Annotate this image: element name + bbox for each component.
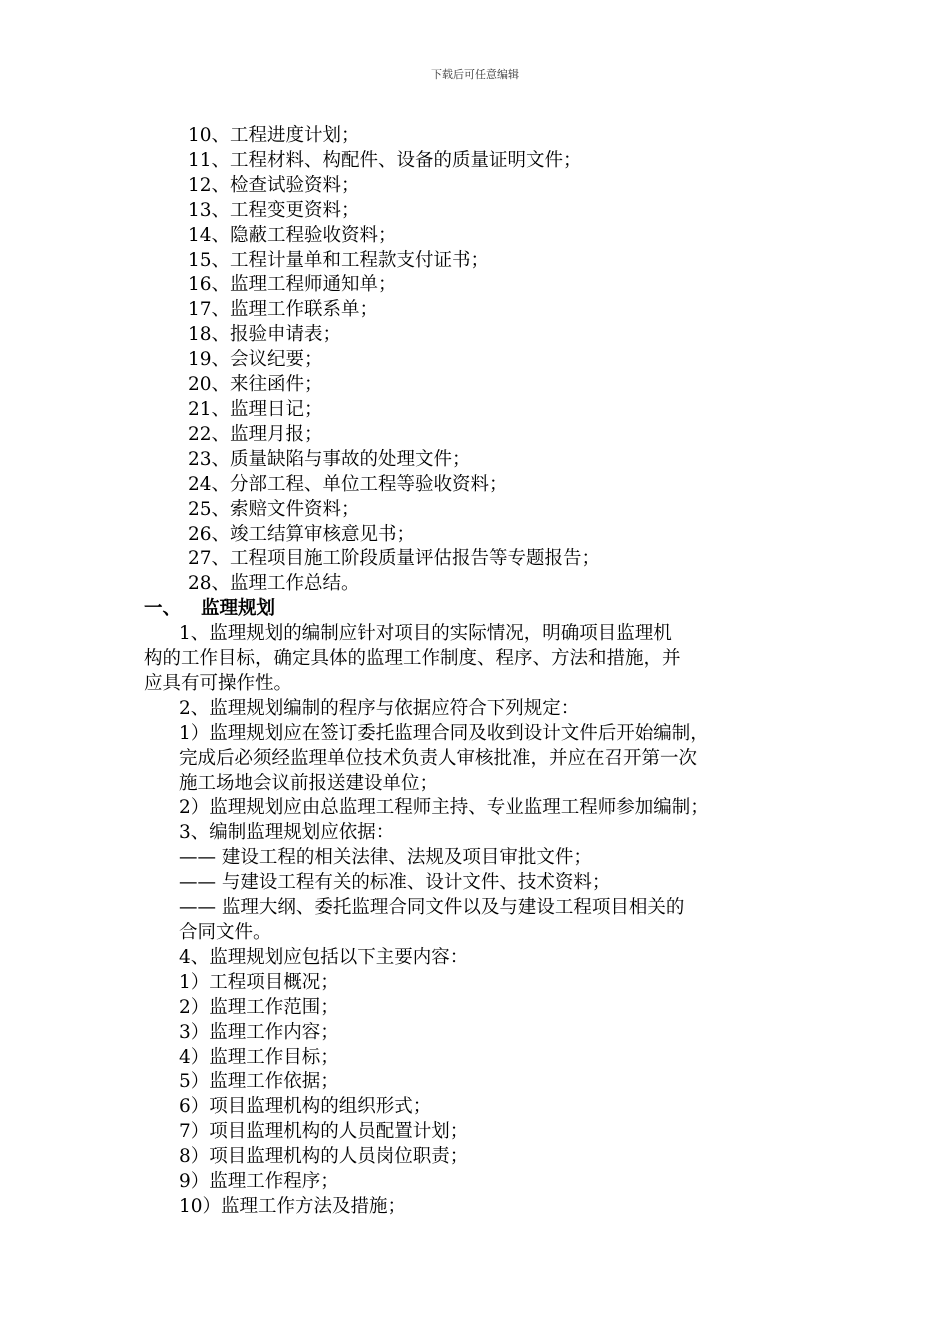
list-item: 19、会议纪要；: [188, 349, 323, 371]
record-list: [144, 124, 824, 597]
dash-item: —— 与建设工程有关的标准、设计文件、技术资料；: [179, 872, 611, 894]
paragraph-3: [144, 821, 824, 946]
list-item: 15、工程计量单和工程款支付证书；: [188, 249, 490, 271]
document-body: [144, 124, 824, 1220]
paragraph-line: 1）监理规划应在签订委托监理合同及收到设计文件后开始编制，: [179, 722, 709, 744]
list-item: 23、质量缺陷与事故的处理文件；: [188, 448, 471, 470]
list-item: 25、索赔文件资料；: [188, 498, 360, 520]
paragraph-2: [144, 697, 824, 822]
list-item: 6）项目监理机构的组织形式；: [179, 1096, 432, 1118]
list-item: 11、工程材料、构配件、设备的质量证明文件；: [188, 149, 582, 171]
list-item: 13、工程变更资料；: [188, 199, 360, 221]
list-item: 1）工程项目概况；: [179, 971, 339, 993]
paragraph-line: 应具有可操作性。: [144, 672, 293, 694]
list-item: 3）监理工作内容；: [179, 1021, 339, 1043]
paragraph-line: 3、编制监理规划应依据：: [179, 822, 395, 844]
dash-item: —— 建设工程的相关法律、法规及项目审批文件；: [179, 847, 592, 869]
list-item: 10、工程进度计划；: [188, 125, 360, 146]
list-item: 16、监理工程师通知单；: [188, 274, 397, 296]
paragraph-line: 1、监理规划的编制应针对项目的实际情况，明确项目监理机: [179, 623, 672, 645]
list-item: 4）监理工作目标；: [179, 1046, 339, 1068]
list-item: 8）项目监理机构的人员岗位职责；: [179, 1146, 469, 1168]
section-number: 一、: [144, 598, 182, 620]
paragraph-line: 施工场地会议前报送建设单位；: [179, 772, 439, 794]
paragraph-4: [144, 946, 824, 1220]
list-item: 12、检查试验资料；: [188, 174, 360, 196]
page-header: 下载后可任意编辑: [431, 68, 519, 81]
paragraph-line: 4、监理规划应包括以下主要内容：: [179, 946, 469, 968]
paragraph-line: 2）监理规划应由总监理工程师主持、专业监理工程师参加编制；: [179, 797, 709, 819]
list-item: 18、报验申请表；: [188, 324, 342, 346]
list-item: 5）监理工作依据；: [179, 1071, 339, 1093]
list-item: 21、监理日记；: [188, 398, 323, 420]
list-item: 24、分部工程、单位工程等验收资料；: [188, 473, 508, 495]
paragraph-line: 完成后必须经监理单位技术负责人审核批准，并应在召开第一次: [179, 747, 698, 769]
list-item: 28、监理工作总结。: [188, 573, 360, 595]
section-heading: [144, 597, 824, 622]
list-item: 17、监理工作联系单；: [188, 299, 379, 321]
dash-item: —— 监理大纲、委托监理合同文件以及与建设工程项目相关的: [179, 897, 685, 919]
list-item: 27、工程项目施工阶段质量评估报告等专题报告；: [188, 548, 601, 570]
list-item: 9）监理工作程序；: [179, 1171, 339, 1193]
list-item: 26、竣工结算审核意见书；: [188, 523, 416, 545]
section-title: 监理规划: [201, 598, 276, 620]
list-item: 2）监理工作范围；: [179, 996, 339, 1018]
list-item: 22、监理月报；: [188, 423, 323, 445]
paragraph-1: [144, 622, 824, 697]
dash-item: 合同文件。: [179, 922, 272, 943]
paragraph-line: 2、监理规划编制的程序与依据应符合下列规定：: [179, 697, 580, 719]
list-item: 7）项目监理机构的人员配置计划；: [179, 1121, 469, 1143]
list-item: 20、来往函件；: [188, 374, 323, 396]
paragraph-line: 构的工作目标，确定具体的监理工作制度、程序、方法和措施，并: [144, 648, 681, 670]
list-item: 14、隐蔽工程验收资料；: [188, 224, 397, 246]
list-item: 10）监理工作方法及措施；: [179, 1195, 407, 1217]
